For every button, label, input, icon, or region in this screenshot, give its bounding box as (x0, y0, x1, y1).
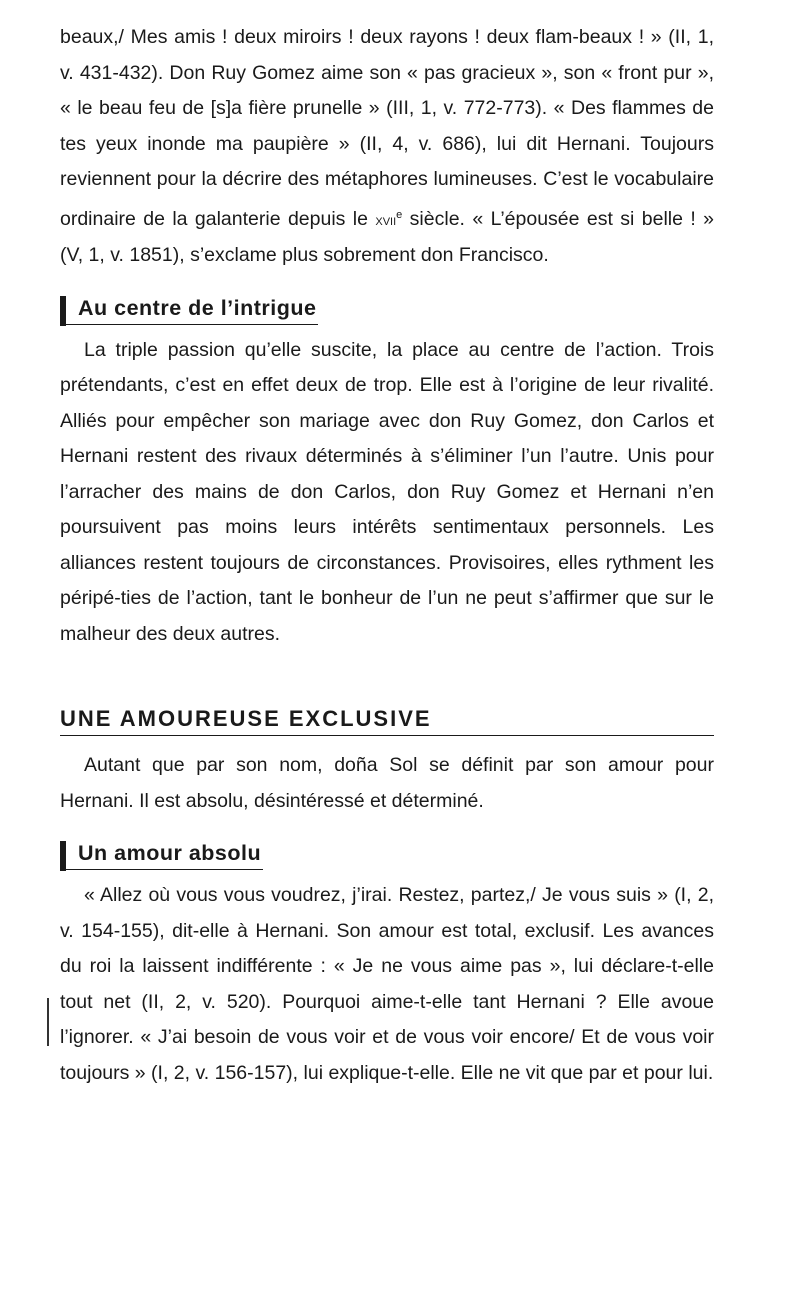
intro-text-end: siècle. « L’épousée est si belle ! » (V, 1, v. 1851), s’exclame plus sobrement don Francisco. (60, 207, 715, 266)
century-superscript: e (396, 208, 403, 221)
subsection-title: Au centre de l’intrigue (78, 295, 317, 320)
margin-pencil-mark (47, 998, 49, 1046)
subsection-heading-amour (60, 839, 263, 870)
subsection-title: Un amour absolu (78, 841, 262, 865)
heading-bar-marker (60, 841, 66, 871)
page-content (60, 20, 714, 1091)
section-intro-paragraph: Autant que par son nom, doña Sol se définit par son amour pour Hernani. Il est absolu, désintéressé et déterminé. (60, 754, 714, 812)
intro-paragraph (60, 20, 714, 274)
subsection-heading-intrigue (60, 294, 318, 325)
century-numeral: xvii (375, 211, 397, 229)
intro-text-start: beaux,/ Mes amis ! deux miroirs ! deux rayons ! deux flam-beaux ! » (II, 1, v. 431-432). Don Ruy Gomez aime son « pas gracieux », son « front pur », « le beau feu de [s]a fière prunelle » (III, 1, v. 772-773). « Des flammes de tes yeux inonde ma paupière » (II, 4, v. 686), lui dit Hernani. Toujours reviennent pour la décrire des métaphores lumineuses. C’est le vocabulaire ordinaire de la galanterie depuis le (60, 26, 714, 230)
section-heading: UNE AMOUREUSE EXCLUSIVE (60, 704, 714, 736)
amour-paragraph: « Allez où vous vous voudrez, j’irai. Restez, partez,/ Je vous suis » (I, 2, v. 154-155), dit-elle à Hernani. Son amour est total, exclusif. Les avances du roi la laissent indifférente : « Je ne vous aime pas », lui déclare-t-elle tout net (II, 2, v. 520). Pourquoi aime-t-elle tant Hernani ? Elle avoue l’ignorer. « J’ai besoin de vous voir et de vous voir encore/ Et de vous voir toujours » (I, 2, v. 156-157), lui explique-t-elle. Elle ne vit que par et pour lui. (60, 884, 714, 1084)
intrigue-paragraph: La triple passion qu’elle suscite, la place au centre de l’action. Trois prétendants, c’est en effet deux de trop. Elle est à l’origine de leur rivalité. Alliés pour empêcher son mariage avec don Ruy Gomez, don Carlos et Hernani restent des rivaux déterminés à s’éliminer l’un l’autre. Unis pour l’arracher des mains de don Carlos, don Ruy Gomez et Hernani n’en poursuivent pas moins leurs intérêts sentimentaux personnels. Les alliances restent toujours de circonstances. Provisoires, elles rythment les péripé-ties de l’action, tant le bonheur de l’un ne peut s’affirmer que sur le malheur des deux autres. (60, 338, 714, 645)
heading-bar-marker (60, 296, 66, 326)
